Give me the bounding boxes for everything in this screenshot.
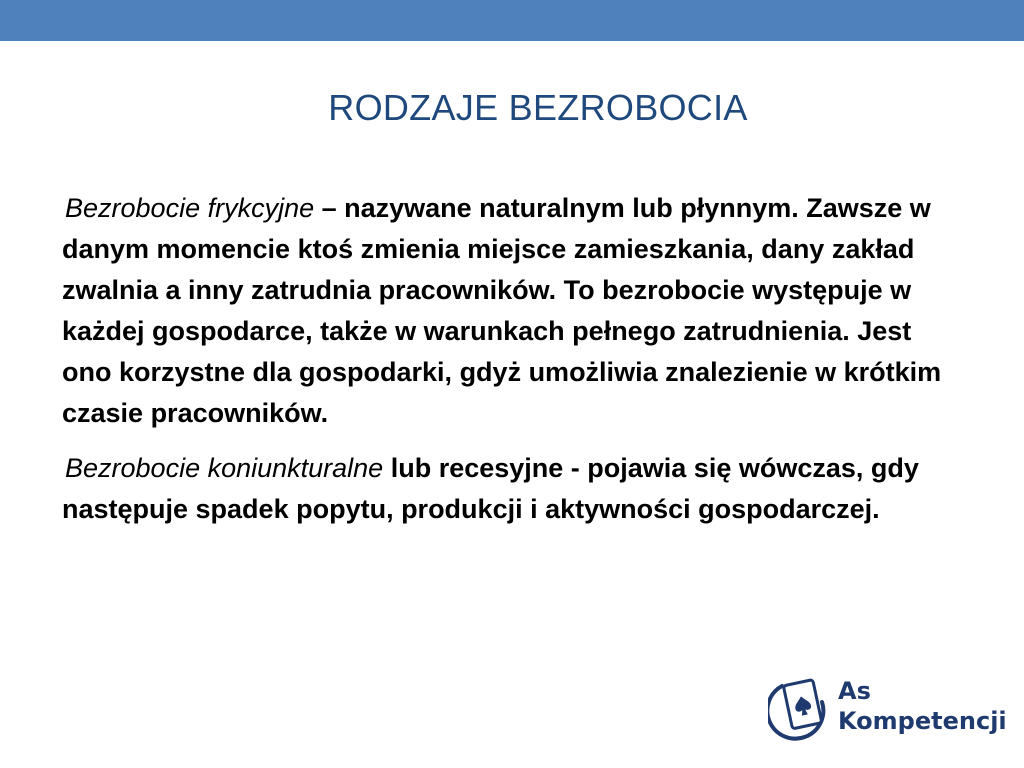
paragraph-cyclical bbox=[62, 448, 962, 530]
slide-title: RODZAJE BEZROBOCIA bbox=[328, 87, 748, 128]
slide-body bbox=[62, 188, 962, 544]
text-frictional: – nazywane naturalnym lub płynnym. Zawsze w danym momencie ktoś zmienia miejsce zamieszkania, dany zakład zwalnia a inny zatrudnia pracowników. To bezrobocie występuje w każdej gospodarce, także w warunkach pełnego zatrudnienia. Jest ono korzystne dla gospodarki, gdyż umożliwia znalezienie w krótkim czasie pracowników. bbox=[62, 193, 942, 428]
term-cyclical: Bezrobocie koniunkturalne bbox=[65, 453, 384, 483]
logo bbox=[768, 672, 1007, 744]
top-accent-bar bbox=[0, 0, 1024, 41]
logo-line-2: Kompetencji bbox=[838, 707, 1007, 735]
logo-line-1: As bbox=[838, 677, 871, 705]
spade-card-icon bbox=[768, 672, 832, 744]
term-frictional: Bezrobocie frykcyjne bbox=[65, 193, 315, 223]
paragraph-frictional bbox=[62, 188, 962, 434]
text-cyclical: lub recesyjne - pojawia się wówczas, gdy następuje spadek popytu, produkcji i aktywności gospodarczej. bbox=[62, 453, 919, 524]
logo-text bbox=[838, 676, 1007, 736]
